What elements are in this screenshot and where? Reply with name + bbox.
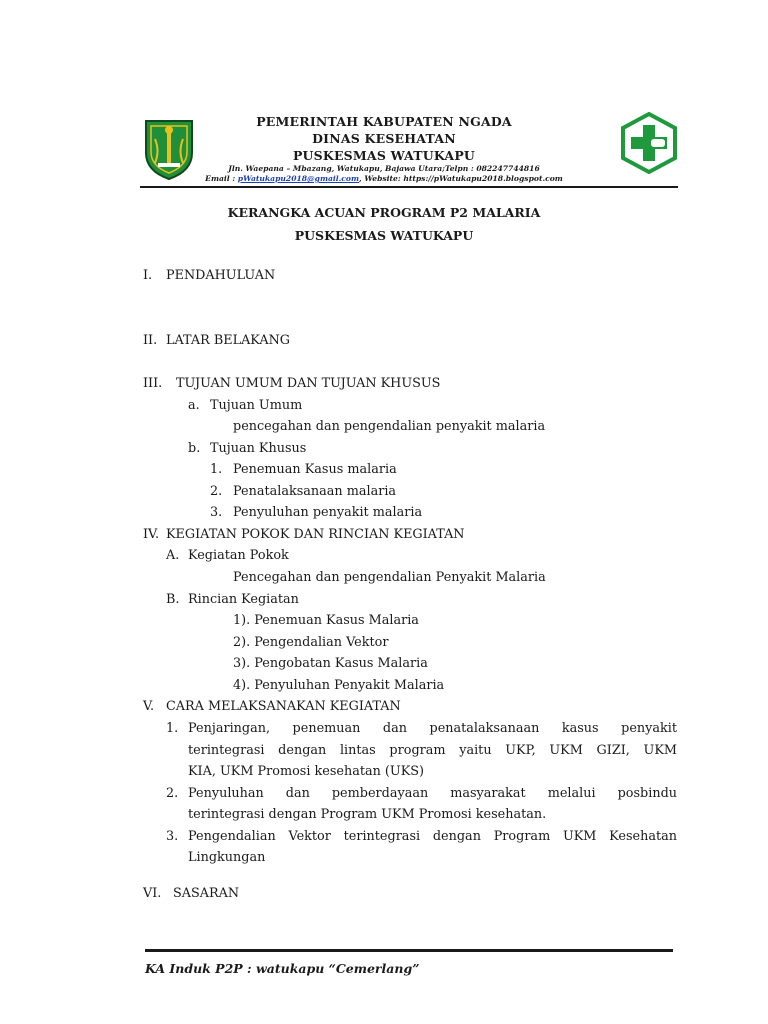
paragraph-number: 2. bbox=[166, 786, 179, 801]
website-text: , Website: https://pWatukapu2018.blogspot.com bbox=[359, 174, 563, 183]
paragraph-number: 3. bbox=[166, 829, 179, 844]
document-title: KERANGKA ACUAN PROGRAM P2 MALARIA bbox=[227, 205, 541, 220]
document-subtitle: PUSKESMAS WATUKAPU bbox=[294, 228, 474, 243]
list-item: 3). Pengobatan Kasus Malaria bbox=[233, 656, 428, 671]
subsection-body: pencegahan dan pengendalian penyakit malaria bbox=[233, 419, 546, 434]
paragraph-line: Penyuluhan dan pemberdayaan masyarakat melalui posbindu bbox=[188, 786, 677, 801]
subsection-heading: Rincian Kegiatan bbox=[188, 592, 299, 607]
subsection-heading: Tujuan Khusus bbox=[210, 441, 307, 456]
list-item: Penemuan Kasus malaria bbox=[233, 462, 397, 477]
section-number: V. bbox=[143, 699, 155, 714]
section-number: II. bbox=[143, 333, 158, 348]
list-item: 2). Pengendalian Vektor bbox=[233, 635, 389, 650]
list-item: 1). Penemuan Kasus Malaria bbox=[233, 613, 419, 628]
subsection-letter: b. bbox=[188, 441, 201, 456]
paragraph-line: Lingkungan bbox=[188, 850, 266, 865]
subsection-letter: a. bbox=[188, 398, 200, 413]
section-number: VI. bbox=[143, 886, 162, 901]
subsection-heading: Kegiatan Pokok bbox=[188, 548, 289, 563]
paragraph-line: terintegrasi dengan lintas program yaitu UKP, UKM GIZI, UKM bbox=[188, 743, 677, 758]
section-heading: KEGIATAN POKOK DAN RINCIAN KEGIATAN bbox=[166, 527, 465, 542]
list-item: Penyuluhan penyakit malaria bbox=[233, 505, 423, 520]
paragraph-line: Pengendalian Vektor terintegrasi dengan Program UKM Kesehatan bbox=[188, 829, 677, 844]
section-heading: PENDAHULUAN bbox=[166, 268, 276, 283]
letterhead-line1: PEMERINTAH KABUPATEN NGADA bbox=[256, 114, 512, 129]
section-heading: SASARAN bbox=[173, 886, 240, 901]
list-item-number: 3. bbox=[210, 505, 223, 520]
paragraph-line: terintegrasi dengan Program UKM Promosi kesehatan. bbox=[188, 807, 547, 822]
subsection-heading: Tujuan Umum bbox=[210, 398, 303, 413]
letterhead-line2: DINAS KESEHATAN bbox=[312, 131, 456, 146]
email-link[interactable]: pWatukapu2018@gmail.com bbox=[237, 174, 360, 183]
section-heading: LATAR BELAKANG bbox=[166, 333, 291, 348]
footer-text: KA Induk P2P : watukapu “Cemerlang” bbox=[145, 961, 420, 976]
list-item-number: 1. bbox=[210, 462, 223, 477]
letterhead-address: Jln. Waepana – Mbazang, Watukapu, Bajawa Utara;Telpn : 082247744816 bbox=[228, 164, 540, 173]
footer-divider bbox=[145, 949, 673, 952]
letterhead-divider bbox=[140, 186, 678, 188]
list-item: Penatalaksanaan malaria bbox=[233, 484, 397, 499]
section-number: IV. bbox=[143, 527, 160, 542]
section-number: I. bbox=[143, 268, 153, 283]
section-number: III. bbox=[143, 376, 163, 391]
letterhead-line3: PUSKESMAS WATUKAPU bbox=[292, 148, 476, 163]
subsection-letter: A. bbox=[166, 548, 180, 563]
list-item: 4). Penyuluhan Penyakit Malaria bbox=[233, 678, 445, 693]
list-item-number: 2. bbox=[210, 484, 223, 499]
section-heading: TUJUAN UMUM DAN TUJUAN KHUSUS bbox=[176, 376, 441, 391]
section-heading: CARA MELAKSANAKAN KEGIATAN bbox=[166, 699, 401, 714]
email-label: Email : bbox=[205, 174, 238, 183]
paragraph-line: KIA, UKM Promosi kesehatan (UKS) bbox=[188, 764, 425, 779]
paragraph-line: Penjaringan, penemuan dan penatalaksanaan kasus penyakit bbox=[188, 721, 677, 736]
letterhead-contact bbox=[0, 174, 768, 183]
subsection-body: Pencegahan dan pengendalian Penyakit Malaria bbox=[233, 570, 546, 585]
subsection-letter: B. bbox=[166, 592, 180, 607]
paragraph-number: 1. bbox=[166, 721, 179, 736]
